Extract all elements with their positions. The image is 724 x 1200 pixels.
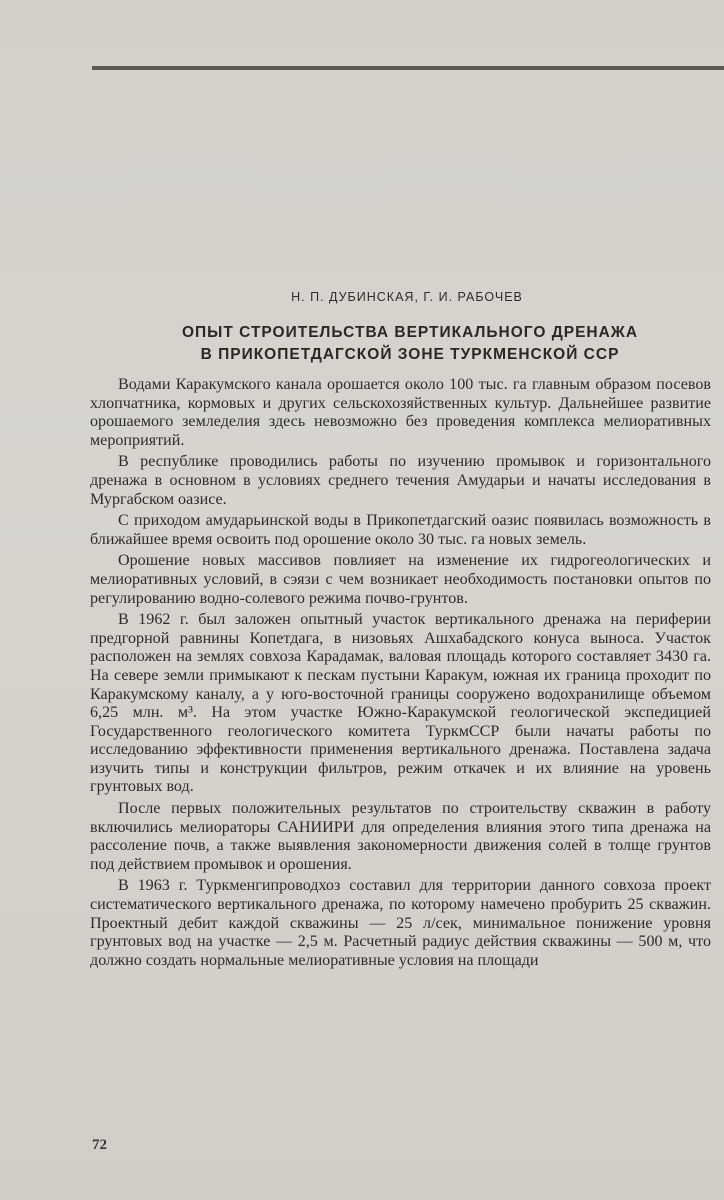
paragraph: После первых положительных результатов по строительству скважин в работу включились мелиораторы САНИИРИ для определения влияния этого типа дренажа на рассоление почв, а также выявления закономерности движения солей в толще грунтов под действием промывок и орошения. (90, 800, 711, 873)
article-authors: Н. П. ДУБИНСКАЯ, Г. И. РАБОЧЕВ (291, 290, 523, 304)
header-rule (92, 66, 724, 70)
title-line-2: В ПРИКОПЕТДАГСКОЙ ЗОНЕ ТУРКМЕНСКОЙ ССР (200, 346, 620, 363)
paragraph: С приходом амударьинской воды в Прикопетдагский оазис появилась возможность в ближайшее время освоить под орошение около 30 тыс. га новых земель. (90, 512, 711, 548)
article-body (90, 376, 711, 973)
paragraph: Орошение новых массивов повлияет на изменение их гидрогеологических и мелиоративных условий, в сэязи с чем возникает необходимость постановки опытов по регулированию водно-солевого режима почво-грунтов. (90, 552, 711, 607)
paragraph: В 1962 г. был заложен опытный участок вертикального дренажа на периферии предгорной равнины Копетдага, в низовьях Ашхабадского конуса выноса. Участок расположен на землях совхоза Карадамак, валовая площадь которого составляет 3430 га. На севере земли примыкают к пескам пустыни Каракум, южная их граница проходит по Каракумскому каналу, а у юго-восточной границы сооружено водохранилище объемом 6,25 млн. м³. На этом участке Южно-Каракумской геологической экспедицией Государственного геологического комитета ТуркмССР были начаты работы по исследованию эффективности применения вертикального дренажа. Поставлена задача изучить типы и конструкции фильтров, режим откачек и их влияние на уровень грунтовых вод. (90, 611, 711, 796)
paragraph: В республике проводились работы по изучению промывок и горизонтального дренажа в основном в условиях среднего течения Амударьи и начаты исследования в Мургабском оазисе. (90, 453, 711, 508)
article-title (96, 322, 724, 366)
title-line-1: ОПЫТ СТРОИТЕЛЬСТВА ВЕРТИКАЛЬНОГО ДРЕНАЖА (181, 324, 639, 341)
paragraph: В 1963 г. Туркменгипроводхоз составил для территории данного совхоза проект систематического вертикального дренажа, по которому намечено пробурить 25 скважин. Проектный дебит каждой скважины — 25 л/сек, минимальное понижение уровня грунтовых вод на участке — 2,5 м. Расчетный радиус действия скважины — 500 м, что должно создать нормальные мелиоративные условия на площади (90, 877, 711, 969)
paragraph: Водами Каракумского канала орошается около 100 тыс. га главным образом посевов хлопчатника, кормовых и других сельскохозяйственных культур. Дальнейшее развитие орошаемого земледелия здесь невозможно без проведения комплекса мелиоративных мероприятий. (90, 376, 711, 449)
page-number: 72 (92, 1137, 107, 1153)
